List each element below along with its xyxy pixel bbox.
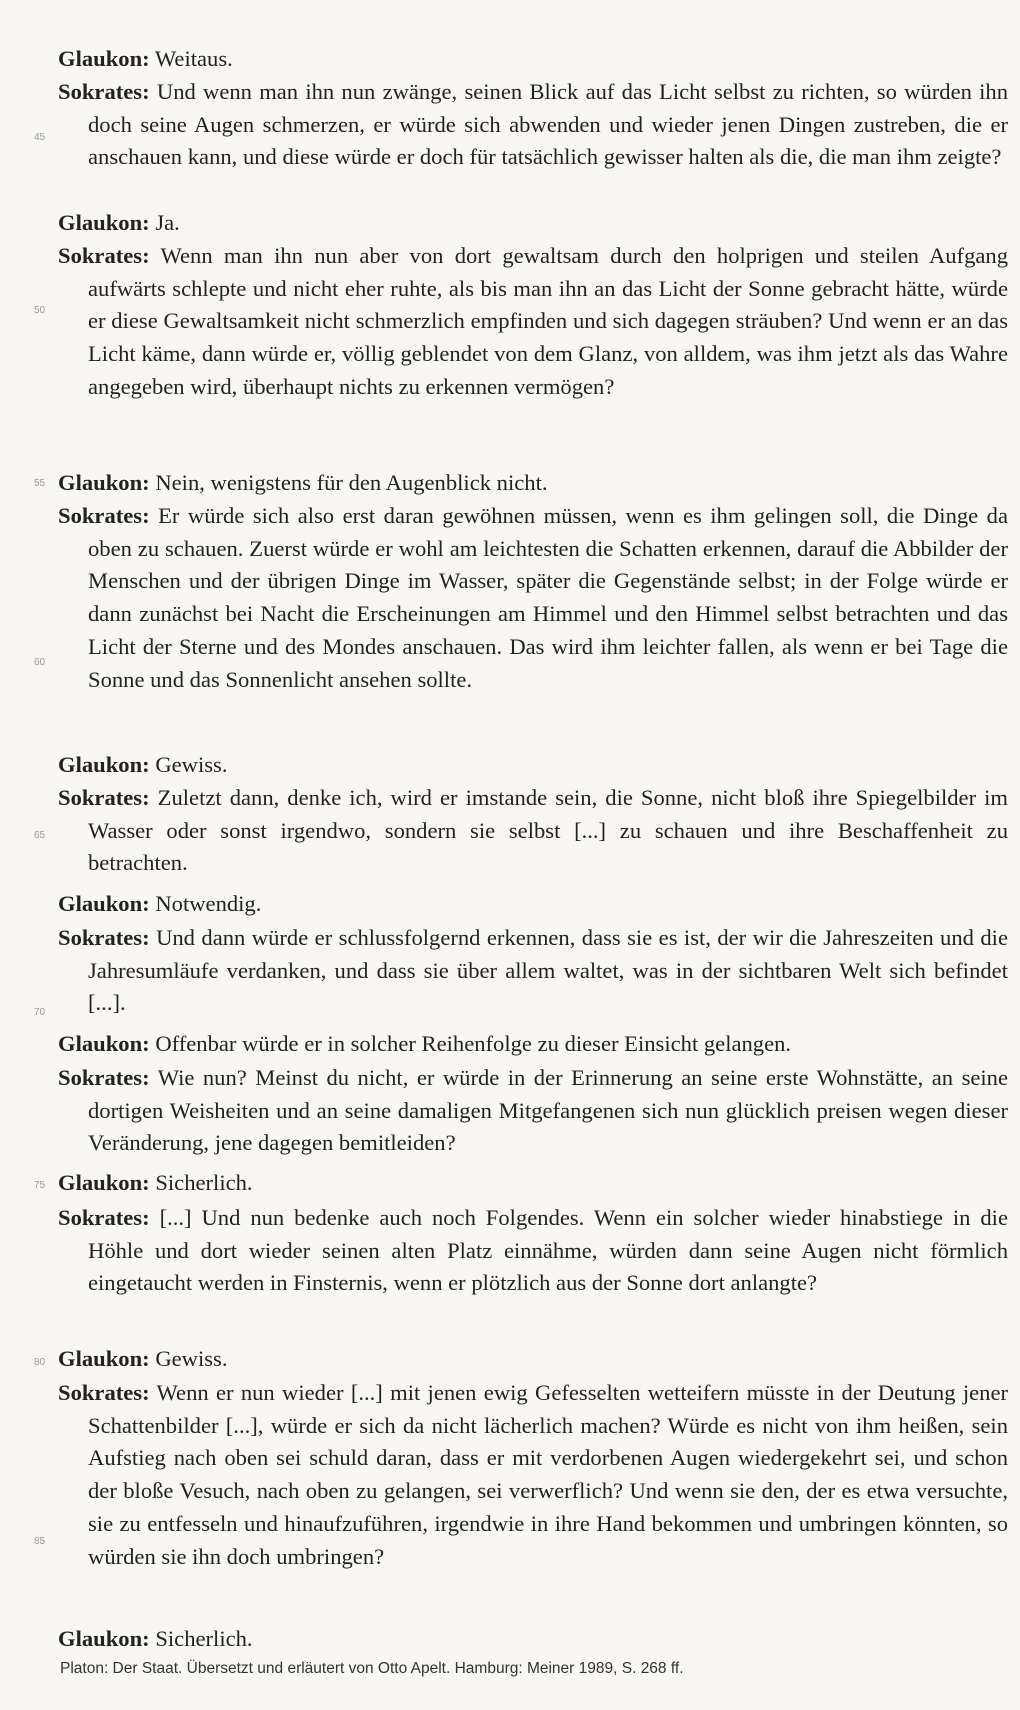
speech-text: Offenbar würde er in solcher Reihenfolge zu dieser Einsicht gelangen. [155, 1031, 792, 1056]
speaker-name: Sokrates: [58, 925, 150, 950]
dialogue-turn [58, 749, 1008, 782]
speaker-name: Glaukon: [58, 46, 150, 71]
speaker-name: Sokrates: [58, 785, 150, 810]
dialogue-turn [58, 1062, 1008, 1160]
dialogue-turn [58, 1028, 1008, 1061]
speech-text: Er würde sich also erst daran gewöhnen müssen, wenn es ihm gelingen soll, die Dinge da oben zu schauen. Zuerst würde er wohl am leichtesten die Schatten erkennen, darauf die Abbilder der Menschen und der übrigen Dinge im Wasser, später die Gegenstände selbst; in der Folge würde er dann zunächst bei Nacht die Erscheinungen am Himmel und den Himmel selbst betrachten und das Licht der Sterne und des Mondes anschauen. Das wird ihm leichter fallen, als wenn er bei Tage die Sonne und das Sonnenlicht ansehen sollte. [88, 503, 1009, 692]
line-number: 65 [34, 830, 46, 841]
dialogue-turn [58, 888, 1008, 921]
dialogue-turn [58, 240, 1008, 404]
speaker-name: Glaukon: [58, 1346, 150, 1371]
line-number: 70 [34, 1007, 46, 1018]
speaker-name: Glaukon: [58, 210, 150, 235]
speaker-name: Glaukon: [58, 752, 150, 777]
dialogue-turn [58, 782, 1008, 880]
speaker-name: Glaukon: [58, 1626, 150, 1651]
speaker-name: Glaukon: [58, 891, 150, 916]
line-number: 45 [34, 132, 46, 143]
speech-text: Wie nun? Meinst du nicht, er würde in der Erinnerung an seine erste Wohnstätte, an seine dortigen Weisheiten und an seine damaligen Mitgefangenen sich nun glücklich preisen wegen dieser Veränderung, jene dagegen bemitleiden? [88, 1065, 1008, 1156]
dialogue-turn [58, 76, 1008, 174]
dialogue-turn [58, 1623, 1008, 1656]
speech-text: Gewiss. [155, 752, 228, 777]
speech-text: Sicherlich. [155, 1170, 253, 1195]
speaker-name: Sokrates: [58, 79, 150, 104]
dialogue-turn [58, 467, 1008, 500]
speaker-name: Sokrates: [58, 1065, 150, 1090]
dialogue-turn [58, 1167, 1008, 1200]
dialogue-turn [58, 922, 1008, 1020]
dialogue-turn [58, 207, 1008, 240]
line-number: 60 [34, 657, 46, 668]
line-number: 55 [34, 478, 46, 489]
speech-text: Ja. [155, 210, 180, 235]
speech-text: Und dann würde er schlussfolgernd erkennen, dass sie es ist, der wir die Jahreszeiten und die Jahresumläufe verdanken, und dass sie über allem waltet, was in der sichtbaren Welt sich befindet [...]. [88, 925, 1008, 1016]
speaker-name: Glaukon: [58, 1031, 150, 1056]
dialogue-turn [58, 1377, 1008, 1573]
speech-text: [...] Und nun bedenke auch noch Folgendes. Wenn ein solcher wieder hinabstiege in die Höhle und dort wieder seinen alten Platz einnähme, würden dann seine Augen nicht förmlich eingetaucht werden in Finsternis, wenn er plötzlich aus der Sonne dort anlangte? [88, 1205, 1008, 1296]
speech-text: Wenn er nun wieder [...] mit jenen ewig Gefesselten wetteifern müsste in der Deutung jener Schattenbilder [...], würde er sich da nicht lächerlich machen? Würde es nicht von ihm heißen, sein Aufstieg nach oben sei schuld daran, dass er mit verdorbenen Augen wiedergekehrt sei, und schon der bloße Vesuch, nach oben zu gelangen, sei verwerflich? Und wenn sie den, der es etwa versuchte, sie zu entfesseln und hinaufzuführen, irgendwie in ihre Hand bekommen und umbringen könnten, so würden sie ihn doch umbringen? [88, 1380, 1008, 1569]
speaker-name: Sokrates: [58, 503, 150, 528]
speech-text: Nein, wenigstens für den Augenblick nicht. [155, 470, 548, 495]
line-number: 50 [34, 305, 46, 316]
source-citation: Platon: Der Staat. Übersetzt und erläutert von Otto Apelt. Hamburg: Meiner 1989, S. 268 ff. [60, 1660, 684, 1677]
speaker-name: Glaukon: [58, 470, 150, 495]
speaker-name: Sokrates: [58, 243, 150, 268]
speech-text: Sicherlich. [155, 1626, 253, 1651]
speaker-name: Sokrates: [58, 1380, 150, 1405]
line-number: 75 [34, 1180, 46, 1191]
speaker-name: Sokrates: [58, 1205, 150, 1230]
dialogue-turn [58, 1202, 1008, 1300]
speech-text: Zuletzt dann, denke ich, wird er imstande sein, die Sonne, nicht bloß ihre Spiegelbilder im Wasser oder sonst irgendwo, sondern sie selbst [...] zu schauen und ihre Beschaffenheit zu betrachten. [88, 785, 1008, 876]
speaker-name: Glaukon: [58, 1170, 150, 1195]
speech-text: Und wenn man ihn nun zwänge, seinen Blick auf das Licht selbst zu richten, so würden ihn doch seine Augen schmerzen, er würde sich abwenden und wieder jenen Dingen zustreben, die er anschauen kann, und diese würde er doch für tatsächlich gewisser halten als die, die man ihm zeigte? [88, 79, 1009, 170]
dialogue-turn [58, 43, 1008, 76]
speech-text: Gewiss. [155, 1346, 228, 1371]
line-number: 85 [34, 1536, 46, 1547]
dialogue-turn [58, 500, 1008, 696]
line-number: 80 [34, 1357, 46, 1368]
dialogue-turn [58, 1343, 1008, 1376]
speech-text: Notwendig. [155, 891, 262, 916]
speech-text: Weitaus. [154, 46, 233, 71]
speech-text: Wenn man ihn nun aber von dort gewaltsam durch den holprigen und steilen Aufgang aufwärts schlepte und nicht eher ruhte, als bis man ihn an das Licht der Sonne gebracht hätte, würde er diese Gewaltsamkeit nicht schmerzlich empfinden und sich dagegen sträuben? Und wenn er an das Licht käme, dann würde er, völlig geblendet von dem Glanz, von alldem, was ihm jetzt als das Wahre angegeben wird, überhaupt nichts zu erkennen vermögen? [88, 243, 1008, 399]
